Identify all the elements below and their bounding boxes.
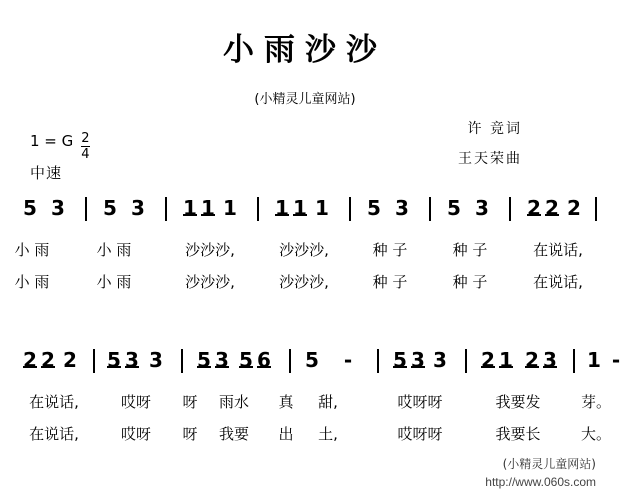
barline (573, 349, 575, 373)
lyric-syllable: 芽。 (580, 393, 612, 411)
barline (289, 349, 291, 373)
note-number: 3 (51, 196, 65, 220)
lyric-syllable: 在说话, (29, 393, 79, 411)
duration-dash: - (611, 348, 621, 372)
lyric-syllable: 沙沙沙, (279, 241, 329, 259)
note-number: 1 (223, 196, 237, 220)
barline (349, 197, 351, 221)
lyric-syllable: 出 (278, 425, 294, 443)
note-number: 1 (183, 196, 197, 220)
note-number: 2 (525, 348, 539, 372)
lyric-syllable: 在说话, (29, 425, 79, 443)
lyric-syllable: 种 子 (372, 241, 408, 259)
barline (257, 197, 259, 221)
notation-row-1 (18, 196, 592, 230)
lyric-syllable: 真 (278, 393, 294, 411)
key-label: 1 = G (30, 132, 74, 150)
lyric-syllable: 我要 (218, 425, 250, 443)
time-signature-denominator: 4 (81, 147, 90, 162)
lyric-syllable: 雨水 (218, 393, 250, 411)
note-number: 3 (215, 348, 229, 372)
note-number: 5 (393, 348, 407, 372)
lyric-syllable: 种 子 (372, 273, 408, 291)
lyric-syllable: 哎呀呀 (397, 393, 443, 411)
footer-url: http://www.060s.com (485, 475, 596, 489)
lyric-syllable: 小 雨 (14, 273, 50, 291)
lyric-syllable: 小 雨 (14, 241, 50, 259)
lyric-syllable: 小 雨 (96, 241, 132, 259)
lyric-syllable: 哎呀 (120, 425, 152, 443)
lyric-syllable: 在说话, (533, 241, 583, 259)
note-number: 1 (275, 196, 289, 220)
note-number: 1 (315, 196, 329, 220)
lyric-syllable: 小 雨 (96, 273, 132, 291)
footer (485, 455, 596, 491)
note-number: 1 (499, 348, 513, 372)
note-number: 2 (567, 196, 581, 220)
lyric-syllable: 种 子 (452, 241, 488, 259)
lyric-syllable: 我要长 (495, 425, 541, 443)
barline (181, 349, 183, 373)
time-signature (81, 132, 89, 161)
notation-row-2 (18, 348, 621, 382)
barline (165, 197, 167, 221)
note-number: 3 (411, 348, 425, 372)
duration-dash: - (343, 348, 353, 372)
note-number: 3 (475, 196, 489, 220)
note-number: 5 (103, 196, 117, 220)
note-number: 5 (367, 196, 381, 220)
lyric-syllable: 大。 (580, 425, 612, 443)
note-number: 1 (293, 196, 307, 220)
barline (93, 349, 95, 373)
note-number: 1 (201, 196, 215, 220)
lyric-syllable: 哎呀呀 (397, 425, 443, 443)
lyric-syllable: 哎呀 (120, 393, 152, 411)
lyric-syllable: 沙沙沙, (185, 273, 235, 291)
lyric-syllable: 土, (318, 425, 338, 443)
note-number: 2 (23, 348, 37, 372)
note-number: 3 (125, 348, 139, 372)
key-signature (30, 132, 90, 161)
lyrics-row-1-verse-2 (14, 270, 592, 300)
barline (465, 349, 467, 373)
note-number: 2 (41, 348, 55, 372)
music-system-1 (0, 196, 610, 300)
note-number: 3 (433, 348, 447, 372)
note-number: 5 (447, 196, 461, 220)
note-number: 3 (395, 196, 409, 220)
subtitle: (小精灵儿童网站) (254, 92, 356, 107)
barline (595, 197, 597, 221)
barline (377, 349, 379, 373)
lyric-syllable: 沙沙沙, (279, 273, 329, 291)
barline (429, 197, 431, 221)
note-number: 2 (527, 196, 541, 220)
note-number: 1 (587, 348, 601, 372)
note-number: 2 (481, 348, 495, 372)
lyrics-row-2-verse-2 (18, 422, 612, 452)
lyric-syllable: 在说话, (533, 273, 583, 291)
lyric-syllable: 甜, (318, 393, 338, 411)
barline (85, 197, 87, 221)
note-number: 5 (239, 348, 253, 372)
note-number: 3 (131, 196, 145, 220)
lyric-syllable: 沙沙沙, (185, 241, 235, 259)
note-number: 5 (197, 348, 211, 372)
note-number: 5 (107, 348, 121, 372)
note-number: 3 (543, 348, 557, 372)
lyric-syllable: 我要发 (495, 393, 541, 411)
credit-composer: 王天荣曲 (458, 151, 522, 167)
time-signature-numerator: 2 (81, 131, 90, 146)
music-system-2 (0, 348, 621, 452)
lyric-syllable: 呀 (182, 425, 198, 443)
note-number: 6 (257, 348, 271, 372)
note-number: 2 (63, 348, 77, 372)
lyric-syllable: 呀 (182, 393, 198, 411)
lyrics-row-1-verse-1 (14, 238, 592, 268)
barline (509, 197, 511, 221)
tempo-marking: 中速 (30, 164, 63, 182)
note-number: 5 (23, 196, 37, 220)
lyrics-row-2-verse-1 (18, 390, 612, 420)
page-title: 小雨沙沙 (223, 32, 387, 68)
footer-site: (小精灵儿童网站) (502, 457, 596, 471)
credit-lyricist: 许 竞词 (467, 121, 522, 137)
lyric-syllable: 种 子 (452, 273, 488, 291)
note-number: 2 (545, 196, 559, 220)
note-number: 5 (305, 348, 319, 372)
note-number: 3 (149, 348, 163, 372)
